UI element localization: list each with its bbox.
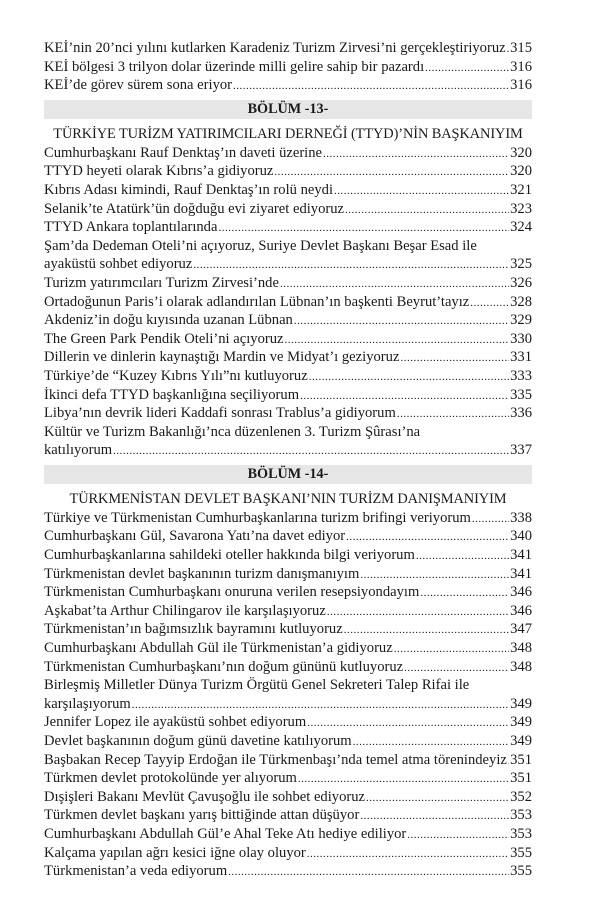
page-number: 320: [510, 163, 532, 180]
toc-entry[interactable]: [44, 788, 532, 807]
toc-entry[interactable]: [44, 806, 532, 825]
toc-entry[interactable]: [44, 713, 532, 732]
toc-entry[interactable]: [44, 367, 532, 386]
chapter-label: BÖLÜM -14-: [44, 465, 532, 484]
dot-leader: [298, 770, 509, 788]
entry-title: Cumhurbaşkanı Abdullah Gül ile Türkmenistan’a gidiyoruz: [44, 640, 393, 657]
page-number: 340: [510, 528, 532, 545]
toc-entry[interactable]: [44, 330, 532, 349]
toc-entry[interactable]: [44, 602, 532, 621]
dot-leader: [407, 826, 509, 844]
page-number: 353: [510, 807, 532, 824]
entry-title: The Green Park Pendik Oteli’ni açıyoruz: [44, 330, 284, 347]
page-number: 353: [510, 825, 532, 842]
toc-entry[interactable]: [44, 404, 532, 423]
chapter-title: TÜRKİYE TURİZM YATIRIMCILARI DERNEĞİ (TTYD)’NİN BAŞKANIYIM: [53, 125, 523, 142]
page-number: 347: [510, 621, 532, 638]
toc-entry[interactable]: [44, 441, 532, 460]
toc-entry[interactable]: [44, 39, 532, 58]
toc-entry-line: [44, 237, 532, 256]
page-number: 335: [510, 386, 532, 403]
entry-title-continued: katılıyorum: [44, 442, 113, 459]
toc-entry[interactable]: [44, 825, 532, 844]
page-number: 338: [510, 509, 532, 526]
toc-entry[interactable]: [44, 144, 532, 163]
page-number: 348: [510, 640, 532, 657]
dot-leader: [404, 659, 509, 677]
page-number: 341: [510, 565, 532, 582]
toc-entry[interactable]: [44, 58, 532, 77]
page-number: 316: [510, 77, 532, 94]
entry-title: Türkmen devlet başkanı yarış bittiğinde attan düşüyor: [44, 807, 360, 824]
toc-entry[interactable]: [44, 695, 532, 714]
dot-leader: [307, 845, 509, 863]
chapter-title: TÜRKMENİSTAN DEVLET BAŞKANI’NIN TURİZM DANIŞMANIYIM: [69, 490, 507, 507]
toc-entry[interactable]: [44, 639, 532, 658]
page-number: 336: [510, 405, 532, 422]
entry-title: Devlet başkanının doğum günü davetine katılıyorum: [44, 733, 352, 749]
entry-title: Şam’da Dedeman Oteli’ni açıyoruz, Suriye Devlet Başkanı Beşar Esad ile: [44, 237, 477, 254]
toc-entry[interactable]: [44, 658, 532, 677]
toc-entry[interactable]: [44, 546, 532, 565]
entry-title: Kültür ve Turizm Bakanlığı’nca düzenlenen 3. Turizm Şûrası’na: [44, 423, 421, 440]
toc-entry[interactable]: [44, 862, 532, 881]
page-number: 320: [510, 144, 532, 161]
entry-title: Türkmenistan’a veda ediyorum: [44, 863, 228, 880]
entry-title: Jennifer Lopez ile ayaküstü sohbet ediyorum: [44, 714, 307, 731]
toc-entry[interactable]: [44, 162, 532, 181]
page-number: 351: [510, 770, 532, 787]
entry-title: KEİ bölgesi 3 trilyon dolar üzerinde milli gelire sahip bir pazardı: [44, 58, 425, 75]
entry-title: Dillerin ve dinlerin kaynaştığı Mardin ve Midyat’ı geziyoruz: [44, 349, 400, 366]
entry-title: Birleşmiş Milletler Dünya Turizm Örgütü Genel Sekreteri Talep Rifai ile: [44, 677, 470, 694]
page-number: 337: [510, 442, 532, 459]
dot-leader: [507, 40, 510, 58]
toc-entry[interactable]: [44, 255, 532, 274]
dot-leader: [360, 807, 509, 825]
entry-title: Kıbrıs Adası kimindi, Rauf Denktaş’ın rolü neydi: [44, 181, 334, 198]
dot-leader: [344, 621, 509, 639]
page-number: 333: [510, 367, 532, 384]
dot-leader: [400, 349, 509, 367]
entry-title: Türkmen devlet protokolünde yer alıyorum: [44, 770, 297, 787]
entry-title: Turizm yatırımcıları Turizm Zirvesi’nde: [44, 274, 279, 291]
entry-title: Cumhurbaşkanı Gül, Savarona Yatı’na davet ediyor: [44, 528, 346, 545]
toc-entry[interactable]: [44, 181, 532, 200]
entry-title: Libya’nın devrik lideri Kaddafi sonrası Trablus’a gidiyorum: [44, 405, 396, 422]
entry-title: Selanik’te Atatürk’ün doğduğu evi ziyaret ediyoruz: [44, 200, 345, 217]
entry-title: TTYD heyeti olarak Kıbrıs’a gidiyoruz: [44, 163, 274, 180]
toc-entry-line: [44, 423, 532, 442]
dot-leader: [323, 145, 509, 163]
page-number: 349: [510, 733, 532, 749]
entry-title: TTYD Ankara toplantılarında: [44, 219, 218, 236]
toc-entry[interactable]: [44, 509, 532, 528]
entry-title: Dışişleri Bakanı Mevlüt Çavuşoğlu ile sohbet ediyoruz: [44, 788, 366, 805]
entry-title: Türkmenistan’ın bağımsızlık bayramını kutluyoruz: [44, 621, 343, 638]
entry-title: Türkmenistan Cumhurbaşkanı’nın doğum gününü kutluyoruz: [44, 658, 404, 675]
page-number: 315: [510, 40, 532, 56]
toc-column: [44, 39, 532, 881]
toc-entry[interactable]: [44, 565, 532, 584]
dot-leader: [508, 752, 509, 770]
dot-leader: [470, 294, 509, 312]
page-number: 324: [510, 219, 532, 236]
toc-entry[interactable]: [44, 218, 532, 237]
dot-leader: [193, 256, 509, 274]
page-number: 351: [510, 751, 532, 768]
entry-title: İkinci defa TTYD başkanlığına seçiliyorum: [44, 386, 300, 403]
entry-title: Türkiye ve Türkmenistan Cumhurbaşkanlarına turizm brifingi veriyorum: [44, 509, 471, 526]
dot-leader: [280, 275, 509, 293]
entry-title: Cumhurbaşkanı Abdullah Gül’e Ahal Teke Atı hediye ediliyor: [44, 825, 407, 842]
dot-leader: [472, 510, 509, 528]
dot-leader: [334, 182, 509, 200]
page-number: 352: [510, 788, 532, 805]
toc-entry[interactable]: [44, 386, 532, 405]
entry-title-continued: karşılaşıyorum: [44, 695, 131, 712]
dot-leader: [346, 528, 509, 546]
dot-leader: [345, 201, 509, 219]
toc-entry[interactable]: [44, 844, 532, 863]
entry-title-continued: ayaküstü sohbet ediyoruz: [44, 256, 193, 273]
page-number: 326: [510, 274, 532, 291]
page-number: 346: [510, 584, 532, 601]
page-number: 349: [510, 695, 532, 712]
page-number: 329: [510, 312, 532, 329]
dot-leader: [416, 547, 509, 565]
entry-title: Başbakan Recep Tayyip Erdoğan ile Türkmenbaşı’nda temel atma törenindeyiz: [44, 751, 507, 768]
entry-title: Akdeniz’in doğu kıyısında uzanan Lübnan: [44, 312, 293, 329]
page-number: 355: [510, 863, 532, 880]
toc-entry[interactable]: [44, 527, 532, 546]
dot-leader: [113, 442, 509, 460]
dot-leader: [309, 368, 509, 386]
dot-leader: [132, 696, 509, 714]
dot-leader: [294, 312, 509, 330]
dot-leader: [233, 77, 509, 95]
toc-entry[interactable]: [44, 274, 532, 293]
entry-title: Cumhurbaşkanlarına sahildeki oteller hakkında bilgi veriyorum: [44, 547, 415, 564]
toc-entry[interactable]: [44, 751, 532, 770]
page-number: 355: [510, 844, 532, 861]
toc-entry[interactable]: [44, 311, 532, 330]
toc-entry[interactable]: [44, 732, 532, 751]
page-number: 321: [510, 181, 532, 198]
dot-leader: [228, 863, 509, 881]
entry-title: Türkmenistan Cumhurbaşkanı onuruna verilen resepsiyondayım: [44, 584, 420, 601]
dot-leader: [285, 331, 510, 349]
page-number: 328: [510, 293, 532, 310]
page-number: 348: [510, 658, 532, 675]
dot-leader: [300, 387, 509, 405]
entry-title: KEİ’nin 20’nci yılını kutlarken Karadeniz Turizm Zirvesi’ni gerçekleştiriyoruz: [44, 40, 506, 56]
page-number: 316: [510, 58, 532, 75]
page-number: 349: [510, 714, 532, 731]
dot-leader: [360, 566, 509, 584]
page-number: 330: [510, 330, 532, 347]
entry-title: Türkmenistan devlet başkanının turizm danışmanıyım: [44, 565, 360, 582]
toc-entry[interactable]: [44, 348, 532, 367]
dot-leader: [353, 733, 509, 751]
dot-leader: [218, 219, 509, 237]
page-number: 331: [510, 349, 532, 366]
toc-entry[interactable]: [44, 293, 532, 312]
toc-entry[interactable]: [44, 200, 532, 219]
dot-leader: [307, 714, 509, 732]
dot-leader: [425, 59, 509, 77]
entry-title: Aşkabat’ta Arthur Chilingarov ile karşılaşıyoruz: [44, 602, 326, 619]
entry-title: Kalçama yapılan ağrı kesici iğne olay oluyor: [44, 844, 306, 861]
toc-entry-line: [44, 676, 532, 695]
dot-leader: [327, 603, 509, 621]
toc-entry[interactable]: [44, 76, 532, 95]
entry-title: KEİ’de görev sürem sona eriyor: [44, 77, 233, 94]
entry-title: Türkiye’de “Kuzey Kıbrıs Yılı”nı kutluyoruz: [44, 367, 308, 384]
page-number: 346: [510, 602, 532, 619]
page-number: 323: [510, 200, 532, 217]
toc-entry[interactable]: [44, 620, 532, 639]
chapter-label: BÖLÜM -13-: [44, 100, 532, 119]
toc-entry[interactable]: [44, 769, 532, 788]
dot-leader: [274, 163, 509, 181]
dot-leader: [394, 640, 509, 658]
page-number: 325: [510, 256, 532, 273]
dot-leader: [366, 789, 509, 807]
dot-leader: [420, 584, 509, 602]
page-number: 341: [510, 547, 532, 564]
toc-entry[interactable]: [44, 583, 532, 602]
dot-leader: [397, 405, 509, 423]
entry-title: Cumhurbaşkanı Rauf Denktaş’ın daveti üzerine: [44, 144, 323, 161]
entry-title: Ortadoğunun Paris’i olarak adlandırılan Lübnan’ın başkenti Beyrut’tayız: [44, 293, 470, 310]
